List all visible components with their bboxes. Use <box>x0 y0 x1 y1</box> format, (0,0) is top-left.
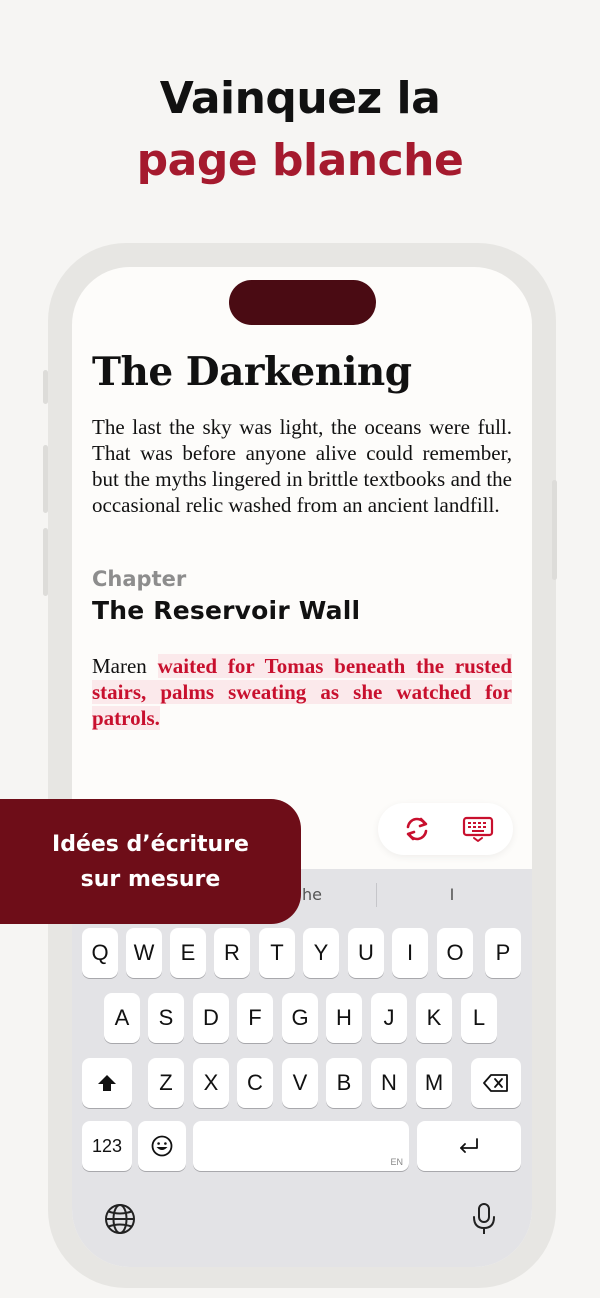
emoji-key[interactable] <box>138 1121 186 1171</box>
key-s[interactable]: S <box>148 993 184 1043</box>
key-q[interactable]: Q <box>82 928 118 978</box>
suggestion-divider <box>376 883 377 907</box>
headline-line-2: page blanche <box>136 135 464 186</box>
key-z[interactable]: Z <box>148 1058 184 1108</box>
globe-icon[interactable] <box>102 1201 138 1237</box>
emoji-icon <box>150 1134 174 1158</box>
key-e[interactable]: E <box>170 928 206 978</box>
key-d[interactable]: D <box>193 993 229 1043</box>
microphone-icon[interactable] <box>466 1201 502 1237</box>
document-paragraph[interactable]: The last the sky was light, the oceans were full. That was before anyone alive could remember, but the myths lingered in brittle textbooks and the occasional relic washed from an ancient landfill. <box>92 415 512 517</box>
document-title[interactable]: The Darkening <box>92 349 412 395</box>
key-w[interactable]: W <box>126 928 162 978</box>
phone-volume-up-button <box>43 445 48 513</box>
writing-toolbar <box>378 803 513 855</box>
headline <box>0 68 600 192</box>
key-t[interactable]: T <box>259 928 295 978</box>
key-v[interactable]: V <box>282 1058 318 1108</box>
dynamic-island <box>229 280 376 325</box>
key-r[interactable]: R <box>214 928 250 978</box>
key-h[interactable]: H <box>326 993 362 1043</box>
phone-volume-down-button <box>43 528 48 596</box>
shift-key[interactable] <box>82 1058 132 1108</box>
keyboard-language-label: EN <box>390 1157 403 1167</box>
chapter-title[interactable]: The Reservoir Wall <box>92 596 361 625</box>
keyboard-icon[interactable] <box>462 815 494 843</box>
key-n[interactable]: N <box>371 1058 407 1108</box>
backspace-icon <box>483 1073 509 1093</box>
story-plain-text: Maren <box>92 654 158 678</box>
key-b[interactable]: B <box>326 1058 362 1108</box>
chapter-label: Chapter <box>92 567 187 591</box>
return-icon <box>457 1136 481 1156</box>
key-p[interactable]: P <box>485 928 521 978</box>
backspace-key[interactable] <box>471 1058 521 1108</box>
key-j[interactable]: J <box>371 993 407 1043</box>
feature-banner <box>0 799 301 924</box>
story-text[interactable] <box>92 653 512 731</box>
headline-line-1: Vainquez la <box>159 73 441 124</box>
keyboard <box>72 869 532 1267</box>
numbers-key[interactable]: 123 <box>82 1121 132 1171</box>
key-a[interactable]: A <box>104 993 140 1043</box>
suggestion-2[interactable]: I <box>449 885 455 904</box>
key-g[interactable]: G <box>282 993 318 1043</box>
ai-suggestion-text[interactable]: waited for Tomas beneath the rusted stairs, palms sweating as she watched for patrols. <box>92 654 513 730</box>
key-y[interactable]: Y <box>303 928 339 978</box>
key-o[interactable]: O <box>437 928 473 978</box>
space-key[interactable] <box>193 1121 409 1171</box>
key-i[interactable]: I <box>392 928 428 978</box>
suggestion-1[interactable]: he <box>302 885 322 904</box>
shift-icon <box>97 1073 117 1093</box>
key-l[interactable]: L <box>461 993 497 1043</box>
banner-line-2: sur mesure <box>80 866 221 892</box>
key-u[interactable]: U <box>348 928 384 978</box>
phone-power-button <box>552 480 557 580</box>
key-c[interactable]: C <box>237 1058 273 1108</box>
phone-screen <box>72 267 532 1267</box>
phone-action-button <box>43 370 48 404</box>
key-m[interactable]: M <box>416 1058 452 1108</box>
key-f[interactable]: F <box>237 993 273 1043</box>
key-k[interactable]: K <box>416 993 452 1043</box>
key-x[interactable]: X <box>193 1058 229 1108</box>
banner-line-1: Idées d’écriture <box>52 831 249 857</box>
return-key[interactable] <box>417 1121 521 1171</box>
refresh-icon[interactable] <box>402 815 432 843</box>
